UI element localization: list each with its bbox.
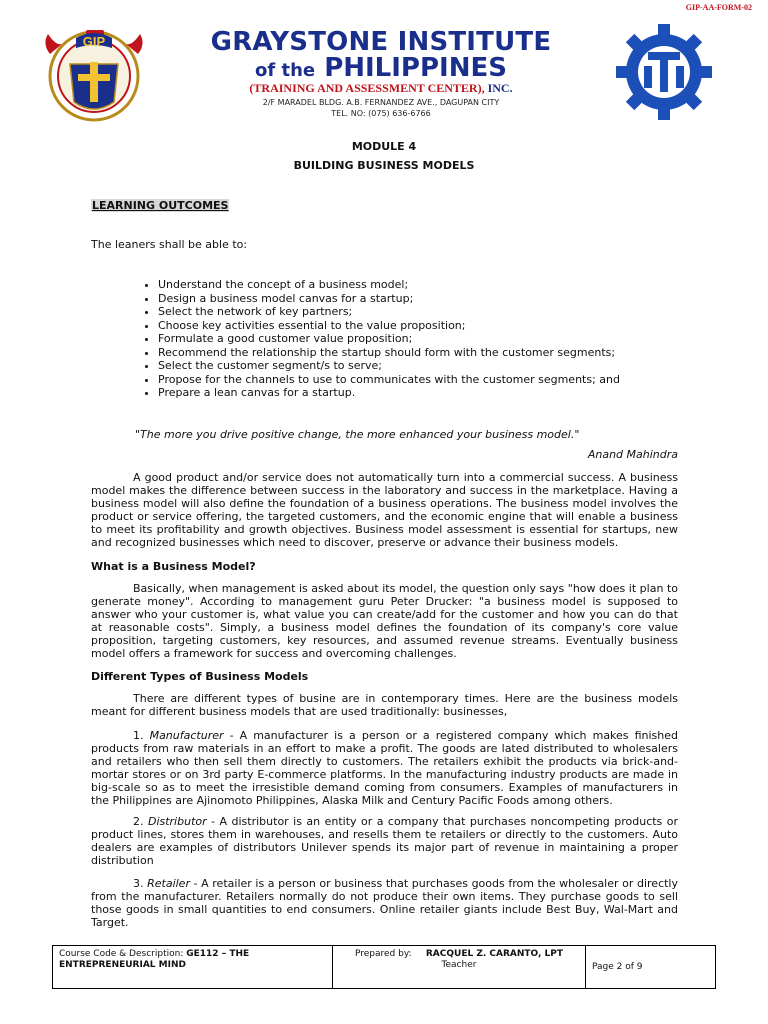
distributor-paragraph — [91, 815, 678, 867]
institute-address: 2/F MARADEL BLDG. A.B. FERNANDEZ AVE., DAGUPAN CITY — [262, 98, 500, 107]
manufacturer-number: 1. — [133, 729, 144, 742]
learning-outcomes-list — [133, 278, 718, 400]
section-heading-business-model: What is a Business Model? — [91, 560, 256, 573]
manufacturer-text: - A manufacturer is a person or a registered company which makes finished products from raw materials in an effort to make a profit. The goods are lated distributed to wholesalers and retailers who then sell them directly to customers. The retailers exhibit the products via brick-and-mortar stores or on 3rd party E-commerce platforms. In the manufacturing industry products are made in big-scale so as to meet the irresistible demand coming from consumers. Examples of manufacturers in the Philippines are Ajinomoto Philippines, Alaska Milk and Century Pacific Foods among others. — [91, 729, 679, 807]
institute-subtitle-inc: INC. — [487, 81, 513, 95]
footer-course-label: Course Code & Description: — [59, 949, 184, 959]
quote-text: "The more you drive positive change, the more enhanced your business model." — [135, 428, 580, 441]
institute-name-line1: GRAYSTONE INSTITUTE — [210, 27, 552, 57]
list-item: • Prepare a lean canvas for a startup. — [158, 386, 718, 400]
gip-logo-text: GIP — [82, 34, 106, 49]
section-heading-types: Different Types of Business Models — [91, 670, 309, 683]
list-item: • Propose for the channels to use to communicates with the customer segments; and — [158, 373, 718, 387]
distributor-number: 2. — [133, 815, 144, 828]
institute-name-of: of the — [255, 60, 316, 81]
footer-prepared-label: Prepared by: — [354, 949, 412, 959]
learning-outcomes-intro: The leaners shall be able to: — [91, 238, 248, 251]
institute-tel: TEL. NO: (075) 636-6766 — [331, 109, 431, 118]
footer-prepared-name: RACQUEL Z. CARANTO, LPT — [425, 949, 564, 959]
intro-paragraph: A good product and/or service does not automatically turn into a commercial success. A business model makes the difference between success in the laboratory and success in the marketplace. Having a business model will also define the foundation of a business operations. The business model involves the product or service offering, the targeted customers, and the economic engine that will enable a business to meet its profitability and growth objectives. Business model assessment is essential for startups, new and recognized businesses which need to discover, preserve or advance their business models. — [91, 471, 678, 549]
gip-seal-logo — [40, 24, 148, 124]
distributor-term: Distributor — [147, 815, 207, 828]
footer-prepared-role: Teacher — [441, 960, 477, 970]
form-code: GIP-AA-FORM-02 — [685, 3, 752, 12]
footer-course-value: GE112 – THE ENTREPRENEURIAL MIND — [59, 949, 250, 970]
business-model-paragraph: Basically, when management is asked about its model, the question only says "how does it plan to generate money". According to management guru Peter Drucker: "a business model is supposed to answer who your customer is, what value you can create/add for the customer and how you can do that at reasonable costs". Simply, a business model defines the foundation of its company's core value proposition, targeting customers, key resources, and assumed revenue streams. Eventually business model offers a framework for success and overcoming challenges. — [91, 582, 678, 660]
institute-subtitle — [206, 81, 556, 96]
page-footer — [52, 945, 716, 989]
retailer-paragraph — [91, 877, 678, 929]
manufacturer-paragraph — [91, 729, 678, 807]
institute-name-philippines: PHILIPPINES — [324, 53, 507, 83]
list-item: • Understand the concept of a business model; — [158, 278, 718, 292]
footer-page-cell — [586, 946, 715, 988]
retailer-number: 3. — [133, 877, 144, 890]
quote-author: Anand Mahindra — [587, 448, 678, 461]
list-item: • Formulate a good customer value proposition; — [158, 332, 718, 346]
retailer-term: Retailer — [147, 877, 190, 890]
page-number: Page 2 of 9 — [592, 962, 643, 972]
list-item: • Choose key activities essential to the value proposition; — [158, 319, 718, 333]
distributor-text: - A distributor is an entity or a company that purchases noncompeting products or product lines, stores them in warehouses, and resells them te retailers or directly to the customers. Auto dealers are examples of distributors Unilever spends its major part of revenue in maintaining a proper distribution — [91, 815, 679, 867]
institute-name-line2 — [206, 53, 556, 83]
module-subtitle: BUILDING BUSINESS MODELS — [293, 159, 475, 172]
institute-address-block — [206, 97, 556, 119]
types-intro-paragraph: There are different types of busine are in contemporary times. Here are the business models meant for different business models that are used traditionally: businesses, — [91, 692, 678, 718]
learning-outcomes-heading: LEARNING OUTCOMES — [92, 199, 229, 212]
list-item: • Select the network of key partners; — [158, 305, 718, 319]
module-title: MODULE 4 — [351, 140, 417, 153]
list-item: • Recommend the relationship the startup should form with the customer segments; — [158, 346, 718, 360]
institute-subtitle-text: (TRAINING AND ASSESSMENT CENTER), — [249, 81, 485, 95]
list-item: • Select the customer segment/s to serve; — [158, 359, 718, 373]
footer-prepared-cell — [333, 946, 586, 988]
retailer-text: - A retailer is a person or business that purchases goods from the wholesaler or directly from the manufacturer. Retailers normally do not produce their own items. They purchase goods to sell those goods in small quantities to end consumers. Online retailer giants include Best Buy, Wal-Mart and Target. — [91, 877, 678, 929]
list-item: • Design a business model canvas for a startup; — [158, 292, 718, 306]
footer-course-cell — [53, 946, 333, 988]
manufacturer-term: Manufacturer — [149, 729, 224, 742]
tesda-gear-logo — [614, 22, 714, 122]
